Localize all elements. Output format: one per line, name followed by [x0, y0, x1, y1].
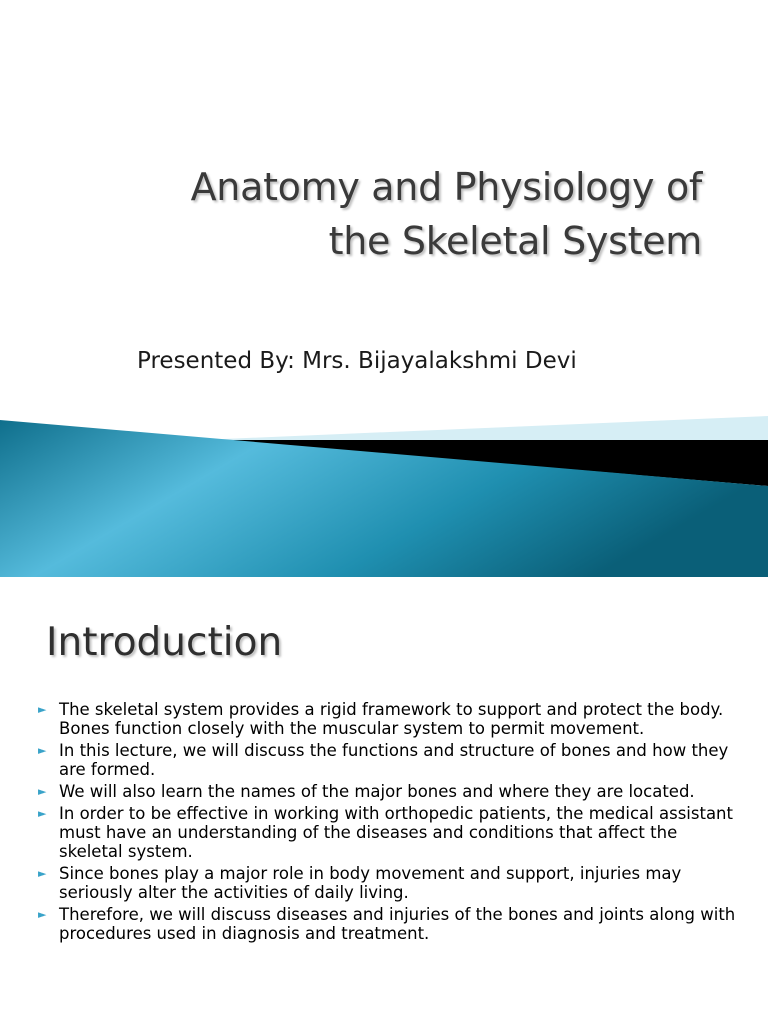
list-item: [38, 804, 738, 861]
bullet-text: Since bones play a major role in body movement and support, injuries may seriously alter the activities of daily living.: [59, 864, 682, 902]
slide-title: [191, 160, 702, 268]
banner-pale-strip: [200, 416, 768, 442]
slide-title-line-1: Anatomy and Physiology of: [190, 165, 702, 209]
triangle-bullet-icon: ►: [38, 744, 47, 757]
triangle-bullet-icon: ►: [38, 867, 47, 880]
decorative-banner: [0, 410, 768, 577]
introduction-slide: [0, 577, 768, 1024]
triangle-bullet-icon: ►: [38, 703, 47, 716]
bullet-text: We will also learn the names of the major bones and where they are located.: [59, 782, 695, 801]
introduction-title: Introduction: [46, 620, 283, 665]
bullet-text: In order to be effective in working with orthopedic patients, the medical assistant must have an understanding of the diseases and conditions that affect the skeletal system.: [59, 804, 733, 861]
bullet-text: Therefore, we will discuss diseases and injuries of the bones and joints along with procedures used in diagnosis and treatment.: [59, 905, 736, 943]
bullet-text: In this lecture, we will discuss the functions and structure of bones and how they are formed.: [59, 741, 729, 779]
triangle-bullet-icon: ►: [38, 807, 47, 820]
bullet-list: [38, 700, 738, 946]
list-item: [38, 782, 738, 801]
triangle-bullet-icon: ►: [38, 785, 47, 798]
bullet-text: The skeletal system provides a rigid framework to support and protect the body. Bones function closely with the muscular system to permit movement.: [59, 700, 724, 738]
list-item: [38, 905, 738, 943]
triangle-bullet-icon: ►: [38, 908, 47, 921]
slide-title-line-2: the Skeletal System: [328, 219, 702, 263]
list-item: [38, 700, 738, 738]
list-item: [38, 741, 738, 779]
list-item: [38, 864, 738, 902]
presenter-subtitle: Presented By: Mrs. Bijayalakshmi Devi: [137, 348, 577, 374]
